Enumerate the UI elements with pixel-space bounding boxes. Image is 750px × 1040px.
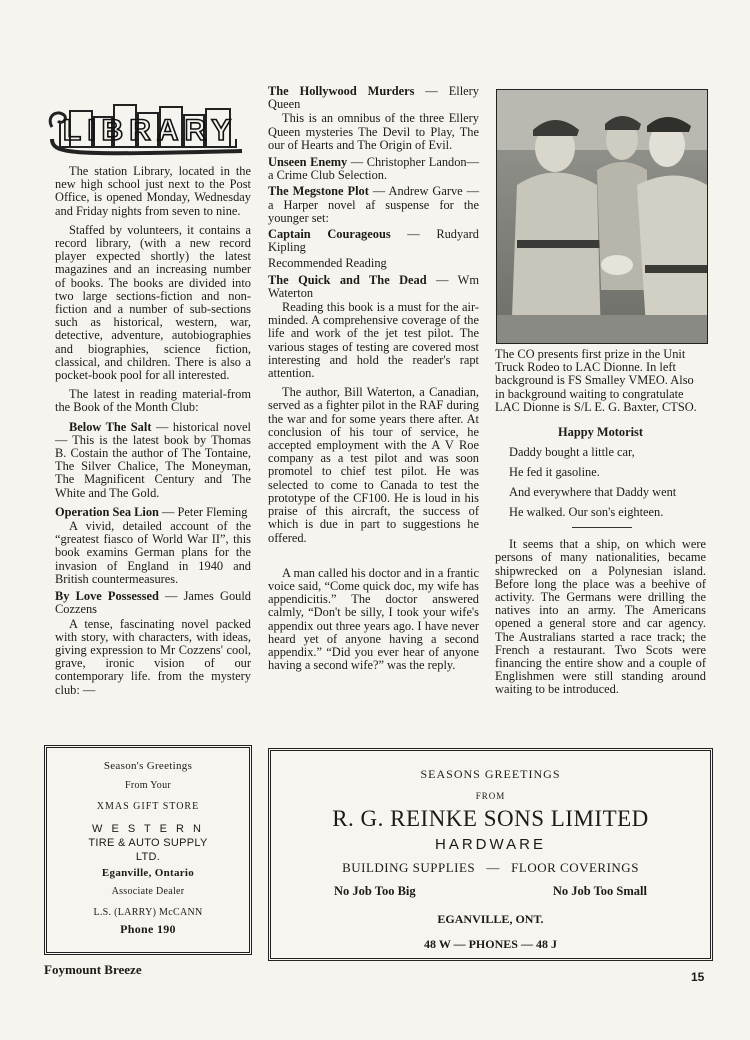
- ad-line: Eganville, Ontario: [101, 867, 195, 879]
- book-entry: The Quick and The Dead — Wm Waterton: [268, 272, 479, 300]
- book-title: By Love Possessed: [55, 589, 159, 604]
- ad-line: BUILDING SUPPLIES — FLOOR COVERINGS: [342, 860, 639, 875]
- doctor-joke: A man called his doctor and in a frantic voice said, “Come quick doc, my wife has appendicitis.” The doctor answered calmly, “Don't be silly, I took your wife's appendix out three years ago. I have never heard yet of anyone having a second appendix.” “Did you ever hear of anyone having a second wife?” was the reply.: [268, 565, 479, 673]
- latest-paragraph: The latest in reading material-from the Book of the Month Club:: [55, 387, 251, 415]
- ad-line: HARDWARE: [435, 836, 546, 853]
- ad-line: Associate Dealer: [111, 886, 185, 897]
- western-tire-ad: [44, 745, 252, 955]
- book-description: The author, Bill Waterton, a Canadian, served as a fighter pilot in the RAF during the war and for some years there after. At conclusion of his tour of service, he accepted employment with the A V Roe company as a test pilot and was soon promotel to chief test pilot. He was selected to come to Canada to test the prototype of the CF100. He is loud in his praise of this aircraft, the success of which is due in part to suggestions he offered.: [268, 385, 479, 545]
- column-middle: [268, 85, 479, 678]
- poem-line: He fed it gasoline.: [509, 465, 600, 480]
- page-number: 15: [691, 970, 705, 984]
- book-entry: Operation Sea Lion — Peter Fleming: [55, 504, 248, 519]
- ad-line: Season's Greetings: [103, 760, 193, 772]
- divider: [572, 527, 632, 528]
- book-entry: The Megstone Plot — Andrew Garve — a Harper novel af suspense for the younger set:: [268, 184, 480, 225]
- poem-line: He walked. Our son's eighteen.: [509, 505, 664, 520]
- photo-caption: The CO presents first prize in the Unit Truck Rodeo to LAC Dionne. In left background is FS Smalley VMEO. Also in background waiting to congratulate LAC Dionne is S/L E. G. Baxter, CTSO.: [495, 347, 697, 414]
- ad-line: 48 W — PHONES — 48 J: [424, 937, 557, 951]
- book-title: Unseen Enemy: [268, 155, 348, 170]
- ad-line: W E S T E R N: [92, 823, 204, 835]
- book-description: A vivid, detailed account of the “greatest fiasco of World War II”, this book examins German plans for the invasion of England in 1940 and British countermeasures.: [55, 519, 251, 586]
- poem-line: Daddy bought a little car,: [509, 445, 635, 460]
- ad-line: EGANVILLE, ONT.: [437, 912, 544, 926]
- book-entry: Captain Courageous — Rudyard Kipling: [268, 227, 480, 255]
- book-entry: Unseen Enemy — Christopher Landon—a Crime Club Selection.: [268, 155, 479, 183]
- staff-paragraph: Staffed by volunteers, it contains a record library, (with a new record player expected shortly) the latest magazines and an increasing number of books. The books are divided into two large sections-fiction and non-fiction and a number of sub-sections such as historical, western, war, detective, adventure, autobiographies and biographies, science fiction, classical, and children. There is also a pocket-book pool for all interested.: [55, 222, 251, 383]
- ad-line: From Your: [124, 780, 172, 791]
- logo-text: LIBRARY: [62, 114, 238, 147]
- book-description: This is an omnibus of the three Ellery Queen mysteries The Devil to Play, The our of Hearts and The Origin of Evil.: [268, 111, 479, 152]
- award-photo: [496, 89, 708, 344]
- book-entry: By Love Possessed — James Gould Cozzens: [55, 589, 251, 617]
- book-description: A tense, fascinating novel packed with story, with characters, with ideas, giving expression to Mr Cozzens' cool, grave, ironic vision of our contemporary life. from the mystery club: —: [55, 616, 251, 697]
- book-title: The Hollywood Murders: [268, 84, 415, 98]
- book-title: The Quick and The Dead: [268, 272, 427, 287]
- ad-line: No Job Too Big No Job Too Small: [334, 884, 647, 898]
- publication-name: Foymount Breeze: [44, 962, 142, 977]
- ad-line: LTD.: [135, 851, 161, 863]
- column-right: [495, 348, 706, 703]
- intro-paragraph: The station Library, located in the new high school just next to the Post Office, is opened Monday, Wednesday and Friday nights from seven to nine.: [55, 164, 251, 218]
- book-title: The Megstone Plot: [268, 184, 369, 199]
- ad-line: R. G. REINKE SONS LIMITED: [332, 806, 649, 831]
- ad-line: XMAS GIFT STORE: [96, 801, 200, 812]
- reinke-sons-ad: [268, 748, 713, 961]
- book-title: Operation Sea Lion: [55, 504, 159, 519]
- book-description: Reading this book is a must for the air-minded. A comprehensive coverage of the life and work of the jet test pilot. The various stages of testing are covered most interesting and hold the reader's rapt attention.: [268, 300, 479, 381]
- book-title: Captain Courageous: [268, 227, 391, 242]
- ad-line: L.S. (LARRY) McCANN: [93, 907, 203, 918]
- poem: [495, 445, 706, 519]
- book-title: Below The Salt: [69, 419, 152, 434]
- ad-line: FROM: [475, 791, 506, 801]
- ad-line: TIRE & AUTO SUPPLY: [88, 837, 208, 849]
- ad-line: SEASONS GREETINGS: [420, 767, 561, 781]
- library-logo: [46, 93, 244, 163]
- column-left: [55, 165, 251, 701]
- book-entry: Below The Salt — historical novel — This is the latest book by Thomas B. Costain the author of The Tontaine, The Silver Chalice, The Moneyman, The Magnificent Century and The White and The Gold.: [55, 419, 251, 500]
- book-entry: The Hollywood Murders — Ellery Queen: [268, 84, 479, 112]
- poem-line: And everywhere that Daddy went: [509, 485, 677, 500]
- recommended-heading: Recommended Reading: [268, 256, 387, 271]
- shipwreck-story: It seems that a ship, on which were persons of many nationalities, became shipwrecked on a Polynesian island. Before long the place was a beehive of activity. The Germans were drilling the natives into an army. The Americans opened a general store and car agency. The Australians started a race track; the French a restaurant. Two Scots were financing the entire show and a couple of Englishmen were still standing around waiting to be introduced.: [495, 537, 706, 697]
- poem-title: Happy Motorist: [557, 425, 643, 440]
- ad-line: Phone 190: [120, 922, 176, 936]
